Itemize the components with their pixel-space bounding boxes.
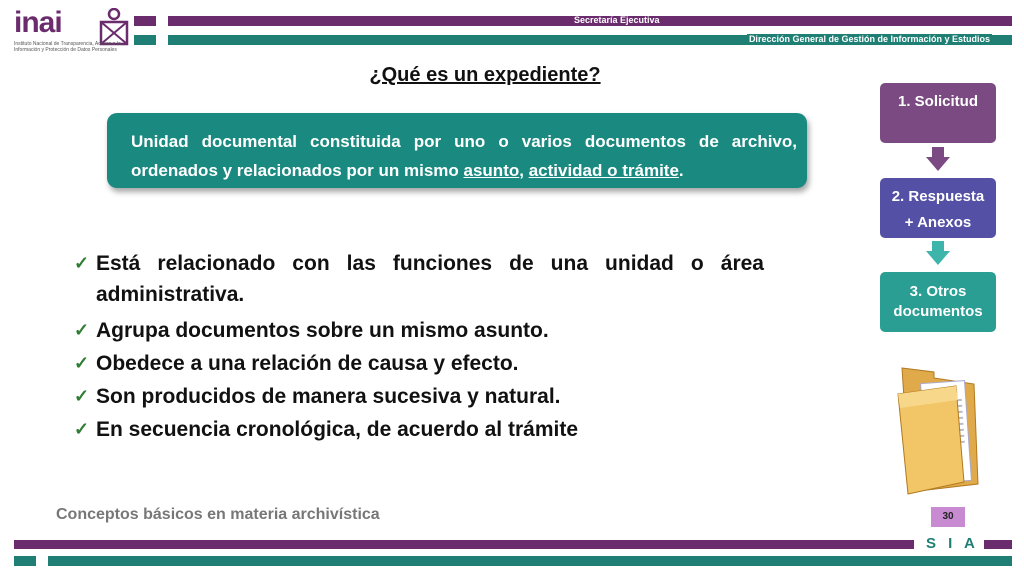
checkmark-icon: ✓ <box>74 419 90 439</box>
checkmark-icon: ✓ <box>74 386 90 406</box>
list-item: ✓ Obedece a una relación de causa y efecto. <box>74 347 764 380</box>
definition-text: Unidad documental constituida por uno o varios documentos de archivo, ordenados y relacionados por un mismo <box>131 132 797 180</box>
arrow-down-icon <box>926 147 950 171</box>
flow-step-label: + Anexos <box>904 214 972 231</box>
definition-asunto: asunto <box>463 161 520 180</box>
folder-icon <box>894 364 986 496</box>
logo-subtitle: Instituto Nacional de Transparencia, Acceso a la Información y Protección de Datos Personales <box>14 41 121 53</box>
list-item: ✓ Son producidos de manera sucesiva y natural. <box>74 380 764 413</box>
checkmark-icon: ✓ <box>74 320 90 340</box>
flow-step-respuesta <box>880 178 996 238</box>
slide-title: ¿Qué es un expediente? <box>369 64 601 86</box>
checkmark-icon: ✓ <box>74 253 90 273</box>
page-number: 30 <box>931 507 965 527</box>
checkmark-icon: ✓ <box>74 353 90 373</box>
logo-text: inai <box>14 6 62 39</box>
flow-step-label: 3. Otros <box>909 283 967 300</box>
bottom-bar <box>14 540 914 549</box>
bottom-bar-end <box>984 540 1012 549</box>
arrow-down-icon <box>926 241 950 265</box>
footer-title: Conceptos básicos en materia archivística <box>56 506 380 523</box>
flow-step-otros-documentos <box>880 272 996 332</box>
top-bar-square <box>134 16 156 26</box>
flow-step-label: documentos <box>893 303 983 320</box>
bottom-bar-teal <box>48 556 1012 566</box>
definition-box <box>107 113 807 188</box>
flow-step-label: 2. Respuesta <box>891 188 985 205</box>
second-bar-square <box>134 35 156 45</box>
bottom-bar-square <box>14 556 36 566</box>
flow-step-solicitud <box>880 83 996 143</box>
second-bar-label: Dirección General de Gestión de Información y Estudios <box>748 34 990 44</box>
top-bar-label: Secretaría Ejecutiva <box>574 15 660 25</box>
list-item: ✓ Está relacionado con las funciones de una unidad o área administrativa. <box>74 248 764 310</box>
list-item: ✓ En secuencia cronológica, de acuerdo al trámite <box>74 413 764 446</box>
bullet-list <box>74 248 764 446</box>
inai-logo <box>14 6 124 56</box>
list-item: ✓ Agrupa documentos sobre un mismo asunto. <box>74 314 764 347</box>
definition-separator: , <box>519 161 529 180</box>
definition-actividad: actividad o trámite <box>528 161 679 180</box>
flow-step-label: 1. Solicitud <box>897 93 978 110</box>
definition-end: . <box>678 161 684 180</box>
sia-brand: S I A <box>926 535 979 552</box>
